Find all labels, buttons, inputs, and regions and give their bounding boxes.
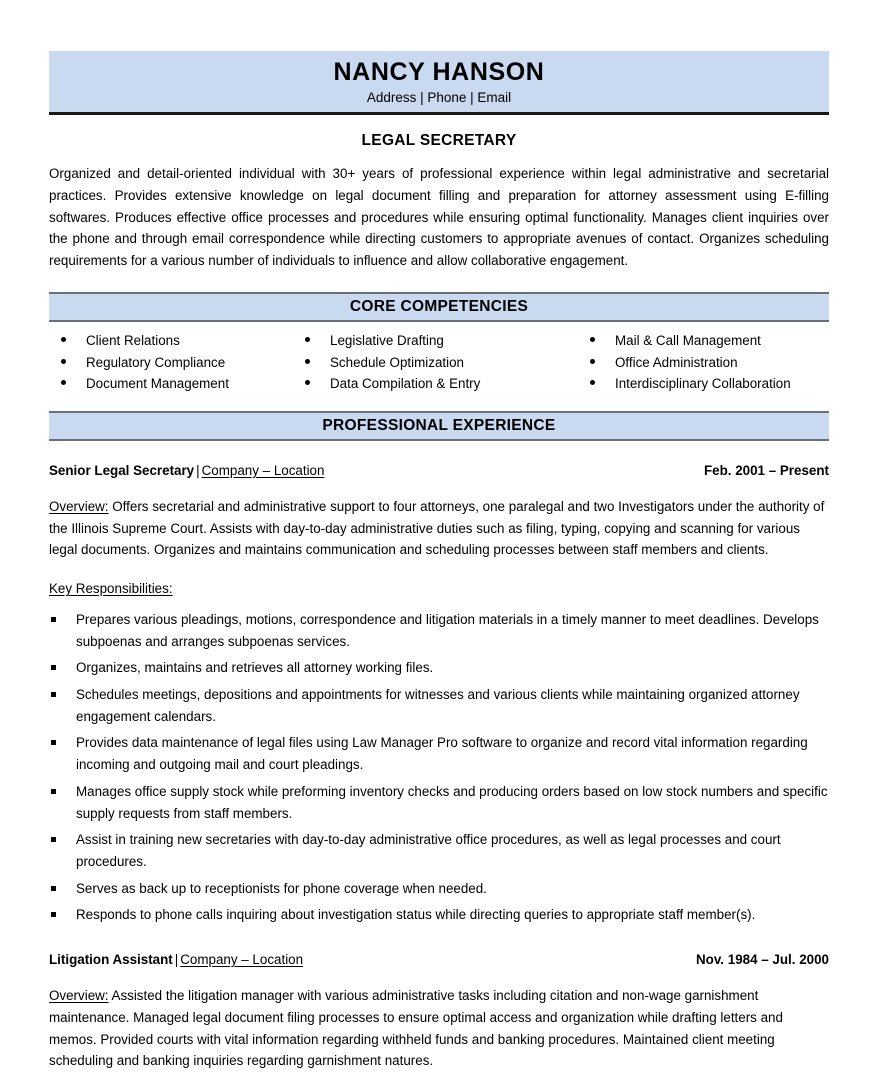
- candidate-job-title: LEGAL SECRETARY: [361, 132, 517, 150]
- responsibility-text: Schedules meetings, depositions and appointments for witnesses and various clients while maintaining organized attorney engagement calendars.: [76, 687, 800, 724]
- responsibility-text: Prepares various pleadings, motions, correspondence and litigation materials in a timely manner to meet deadlines. Develops subpoenas and arranges subpoenas services.: [76, 611, 819, 649]
- competency-label: Document Management: [86, 376, 229, 392]
- experience-entry-title-line: [49, 950, 303, 970]
- experience-job-title: Senior Legal Secretary: [49, 462, 195, 478]
- responsibility-item: [49, 732, 829, 775]
- bullet-square-icon: [51, 789, 56, 794]
- section-heading-core-competencies: CORE COMPETENCIES: [49, 292, 829, 322]
- resume-content: [49, 51, 829, 1072]
- responsibility-text: Manages office supply stock while preforming inventory checks and producing orders based on low stock numbers and specific supply requests from staff members.: [76, 783, 828, 821]
- bullet-dot-icon: [590, 337, 595, 342]
- experience-company-location: Company – Location: [180, 952, 304, 968]
- bullet-dot-icon: [590, 359, 595, 364]
- candidate-name: NANCY HANSON: [333, 58, 545, 86]
- competency-column-2: [305, 330, 590, 395]
- responsibility-item: [49, 904, 829, 926]
- responsibility-item: [49, 829, 829, 872]
- responsibility-item: [49, 657, 829, 679]
- title-separator: |: [196, 462, 200, 478]
- experience-overview: [49, 496, 829, 561]
- bullet-dot-icon: [305, 359, 310, 364]
- responsibilities-list: [49, 609, 829, 926]
- responsibility-text: Responds to phone calls inquiring about investigation status while directing queries to appropriate staff member(s).: [76, 907, 756, 923]
- bullet-square-icon: [51, 665, 56, 670]
- bullet-square-icon: [51, 692, 56, 697]
- bullet-square-icon: [51, 886, 56, 891]
- responsibility-item: [49, 609, 829, 652]
- overview-text: Offers secretarial and administrative support to four attorneys, one paralegal and two Investigators under the authority of the Illinois Supreme Court. Assists with day-to-day administrative duties such as filing, typing, copying and scanning for various legal documents. Organizes and maintains communication and scheduling processes between staff members and clients.: [49, 499, 825, 558]
- experience-entry-title-line: [49, 461, 324, 481]
- responsibility-item: [49, 878, 829, 900]
- competency-label: Interdisciplinary Collaboration: [615, 376, 791, 392]
- experience-entry: [49, 461, 829, 926]
- competency-item: [590, 373, 829, 395]
- key-responsibilities-label: Key Responsibilities:: [49, 581, 173, 597]
- competency-column-1: [49, 330, 305, 395]
- bullet-square-icon: [51, 912, 56, 917]
- experience-entry-header: [49, 461, 829, 481]
- professional-summary: Organized and detail-oriented individual with 30+ years of professional experience within legal administrative and secretarial practices. Provides extensive knowledge on legal document filling and preparation for attorney assessment using E-filling softwares. Produces effective office processes and procedures while ensuring optimal functionality. Manages client inquiries over the phone and through email correspondence while directing customers to appropriate avenues of contact. Organizes scheduling requirements for a various number of individuals to influence and allow collaborative engagement.: [49, 166, 829, 269]
- competency-label: Client Relations: [86, 332, 180, 348]
- competency-item: [590, 352, 829, 374]
- competency-item: [61, 352, 305, 374]
- bullet-dot-icon: [61, 359, 66, 364]
- experience-job-title: Litigation Assistant: [49, 952, 173, 968]
- title-separator: |: [174, 952, 179, 968]
- competency-item: [305, 352, 590, 374]
- competency-label: Legislative Drafting: [330, 332, 444, 348]
- experience-dates: Nov. 1984 – Jul. 2000: [696, 952, 829, 968]
- bullet-dot-icon: [590, 380, 595, 385]
- competency-column-3: [590, 330, 829, 395]
- competency-item: [305, 330, 590, 352]
- experience-overview: [49, 985, 829, 1072]
- section-heading-professional-experience: PROFESSIONAL EXPERIENCE: [49, 411, 829, 441]
- competency-label: Schedule Optimization: [330, 354, 464, 370]
- responsibility-text: Provides data maintenance of legal files using Law Manager Pro software to organize and record vital information regarding incoming and outgoing mail and court pleadings.: [76, 735, 808, 773]
- responsibility-text: Organizes, maintains and retrieves all attorney working files.: [76, 660, 434, 676]
- competency-item: [305, 373, 590, 395]
- experience-company-location: Company – Location: [201, 462, 325, 478]
- bullet-square-icon: [51, 617, 56, 622]
- bullet-square-icon: [51, 740, 56, 745]
- competency-item: [590, 330, 829, 352]
- responsibility-text: Assist in training new secretaries with day-to-day administrative office procedures, as well as legal processes and court procedures.: [76, 832, 781, 869]
- bullet-dot-icon: [61, 380, 66, 385]
- resume-header-band: [49, 51, 829, 115]
- overview-text: Assisted the litigation manager with various administrative tasks including citation and non-wage garnishment maintenance. Managed legal document filing processes to ensure optimal access and organization while drafting letters and memos. Provided courts with vital information regarding withheld funds and banking procedures. Maintained client meeting scheduling and banking inquiries regarding garnishment natures.: [49, 988, 783, 1069]
- overview-label: Overview:: [49, 499, 109, 515]
- competency-label: Regulatory Compliance: [86, 354, 226, 370]
- experience-entry: [49, 950, 829, 1072]
- competency-label: Data Compilation & Entry: [330, 376, 481, 392]
- overview-label: Overview:: [49, 988, 109, 1004]
- contact-line: Address | Phone | Email: [366, 89, 512, 105]
- bullet-dot-icon: [305, 380, 310, 385]
- competency-item: [61, 373, 305, 395]
- competency-label: Mail & Call Management: [615, 332, 761, 348]
- competency-label: Office Administration: [615, 354, 738, 370]
- experience-entry-header: [49, 950, 829, 970]
- responsibility-item: [49, 781, 829, 824]
- responsibility-text: Serves as back up to receptionists for phone coverage when needed.: [76, 880, 487, 896]
- bullet-dot-icon: [305, 337, 310, 342]
- core-competencies-grid: [49, 330, 829, 395]
- experience-dates: Feb. 2001 – Present: [703, 462, 829, 478]
- competency-item: [61, 330, 305, 352]
- bullet-dot-icon: [61, 337, 66, 342]
- bullet-square-icon: [51, 837, 56, 842]
- responsibility-item: [49, 684, 829, 727]
